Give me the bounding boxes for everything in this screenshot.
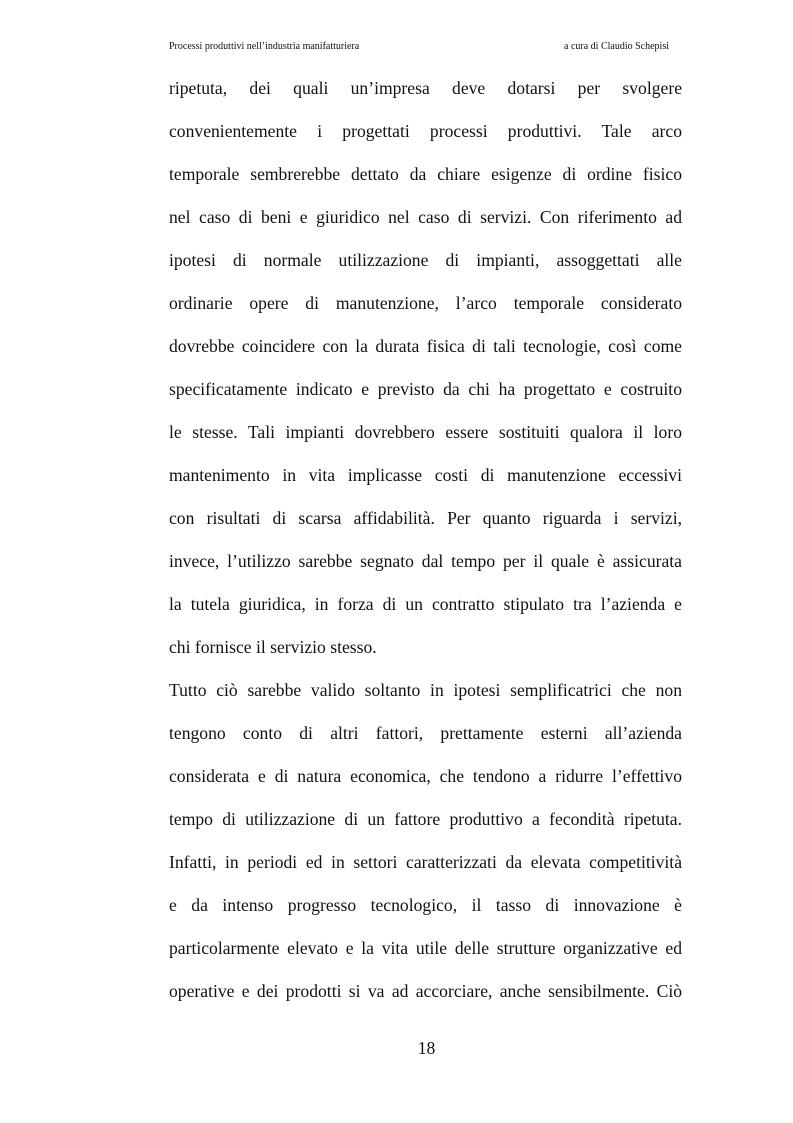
text-line: la tutela giuridica, in forza di un contratto stipulato tra l’azienda e [169,594,682,614]
text-line: ipotesi di normale utilizzazione di impianti, assoggettati alle [169,250,682,270]
text-line: ordinarie opere di manutenzione, l’arco temporale considerato [169,293,682,313]
text-line: operative e dei prodotti si va ad accorciare, anche sensibilmente. Ciò [169,981,682,1001]
text-line: mantenimento in vita implicasse costi di manutenzione eccessivi [169,465,682,485]
text-line: Infatti, in periodi ed in settori caratterizzati da elevata competitività [169,852,682,872]
text-line: Tutto ciò sarebbe valido soltanto in ipotesi semplificatrici che non [169,680,682,700]
header-rule [169,58,682,59]
running-header [169,39,669,55]
paragraph-2 [169,669,682,1013]
text-line: ripetuta, dei quali un’impresa deve dotarsi per svolgere [169,78,682,98]
header-document-title: Processi produttivi nell’industria manifatturiera [169,41,360,52]
text-line: temporale sembrerebbe dettato da chiare esigenze di ordine fisico [169,164,682,184]
text-line: tempo di utilizzazione di un fattore produttivo a fecondità ripetuta. [169,809,682,829]
page-body [169,67,682,1013]
text-line: nel caso di beni e giuridico nel caso di servizi. Con riferimento ad [169,207,682,227]
page-number: 18 [417,1038,436,1058]
text-line: e da intenso progresso tecnologico, il tasso di innovazione è [169,895,682,915]
text-line: chi fornisce il servizio stesso. [169,637,377,657]
text-line: tengono conto di altri fattori, prettamente esterni all’azienda [169,723,682,743]
text-line: specificatamente indicato e previsto da chi ha progettato e costruito [169,379,682,399]
paragraph-1 [169,67,682,669]
text-line: considerata e di natura economica, che tendono a ridurre l’effettivo [169,766,682,786]
text-line: dovrebbe coincidere con la durata fisica di tali tecnologie, così come [169,336,682,356]
text-line: invece, l’utilizzo sarebbe segnato dal tempo per il quale è assicurata [169,551,682,571]
header-author: a cura di Claudio Schepisi [564,41,669,52]
text-line: con risultati di scarsa affidabilità. Per quanto riguarda i servizi, [169,508,682,528]
text-line: particolarmente elevato e la vita utile delle strutture organizzative ed [169,938,682,958]
text-line: convenientemente i progettati processi produttivi. Tale arco [169,121,682,141]
text-line: le stesse. Tali impianti dovrebbero essere sostituiti qualora il loro [169,422,682,442]
